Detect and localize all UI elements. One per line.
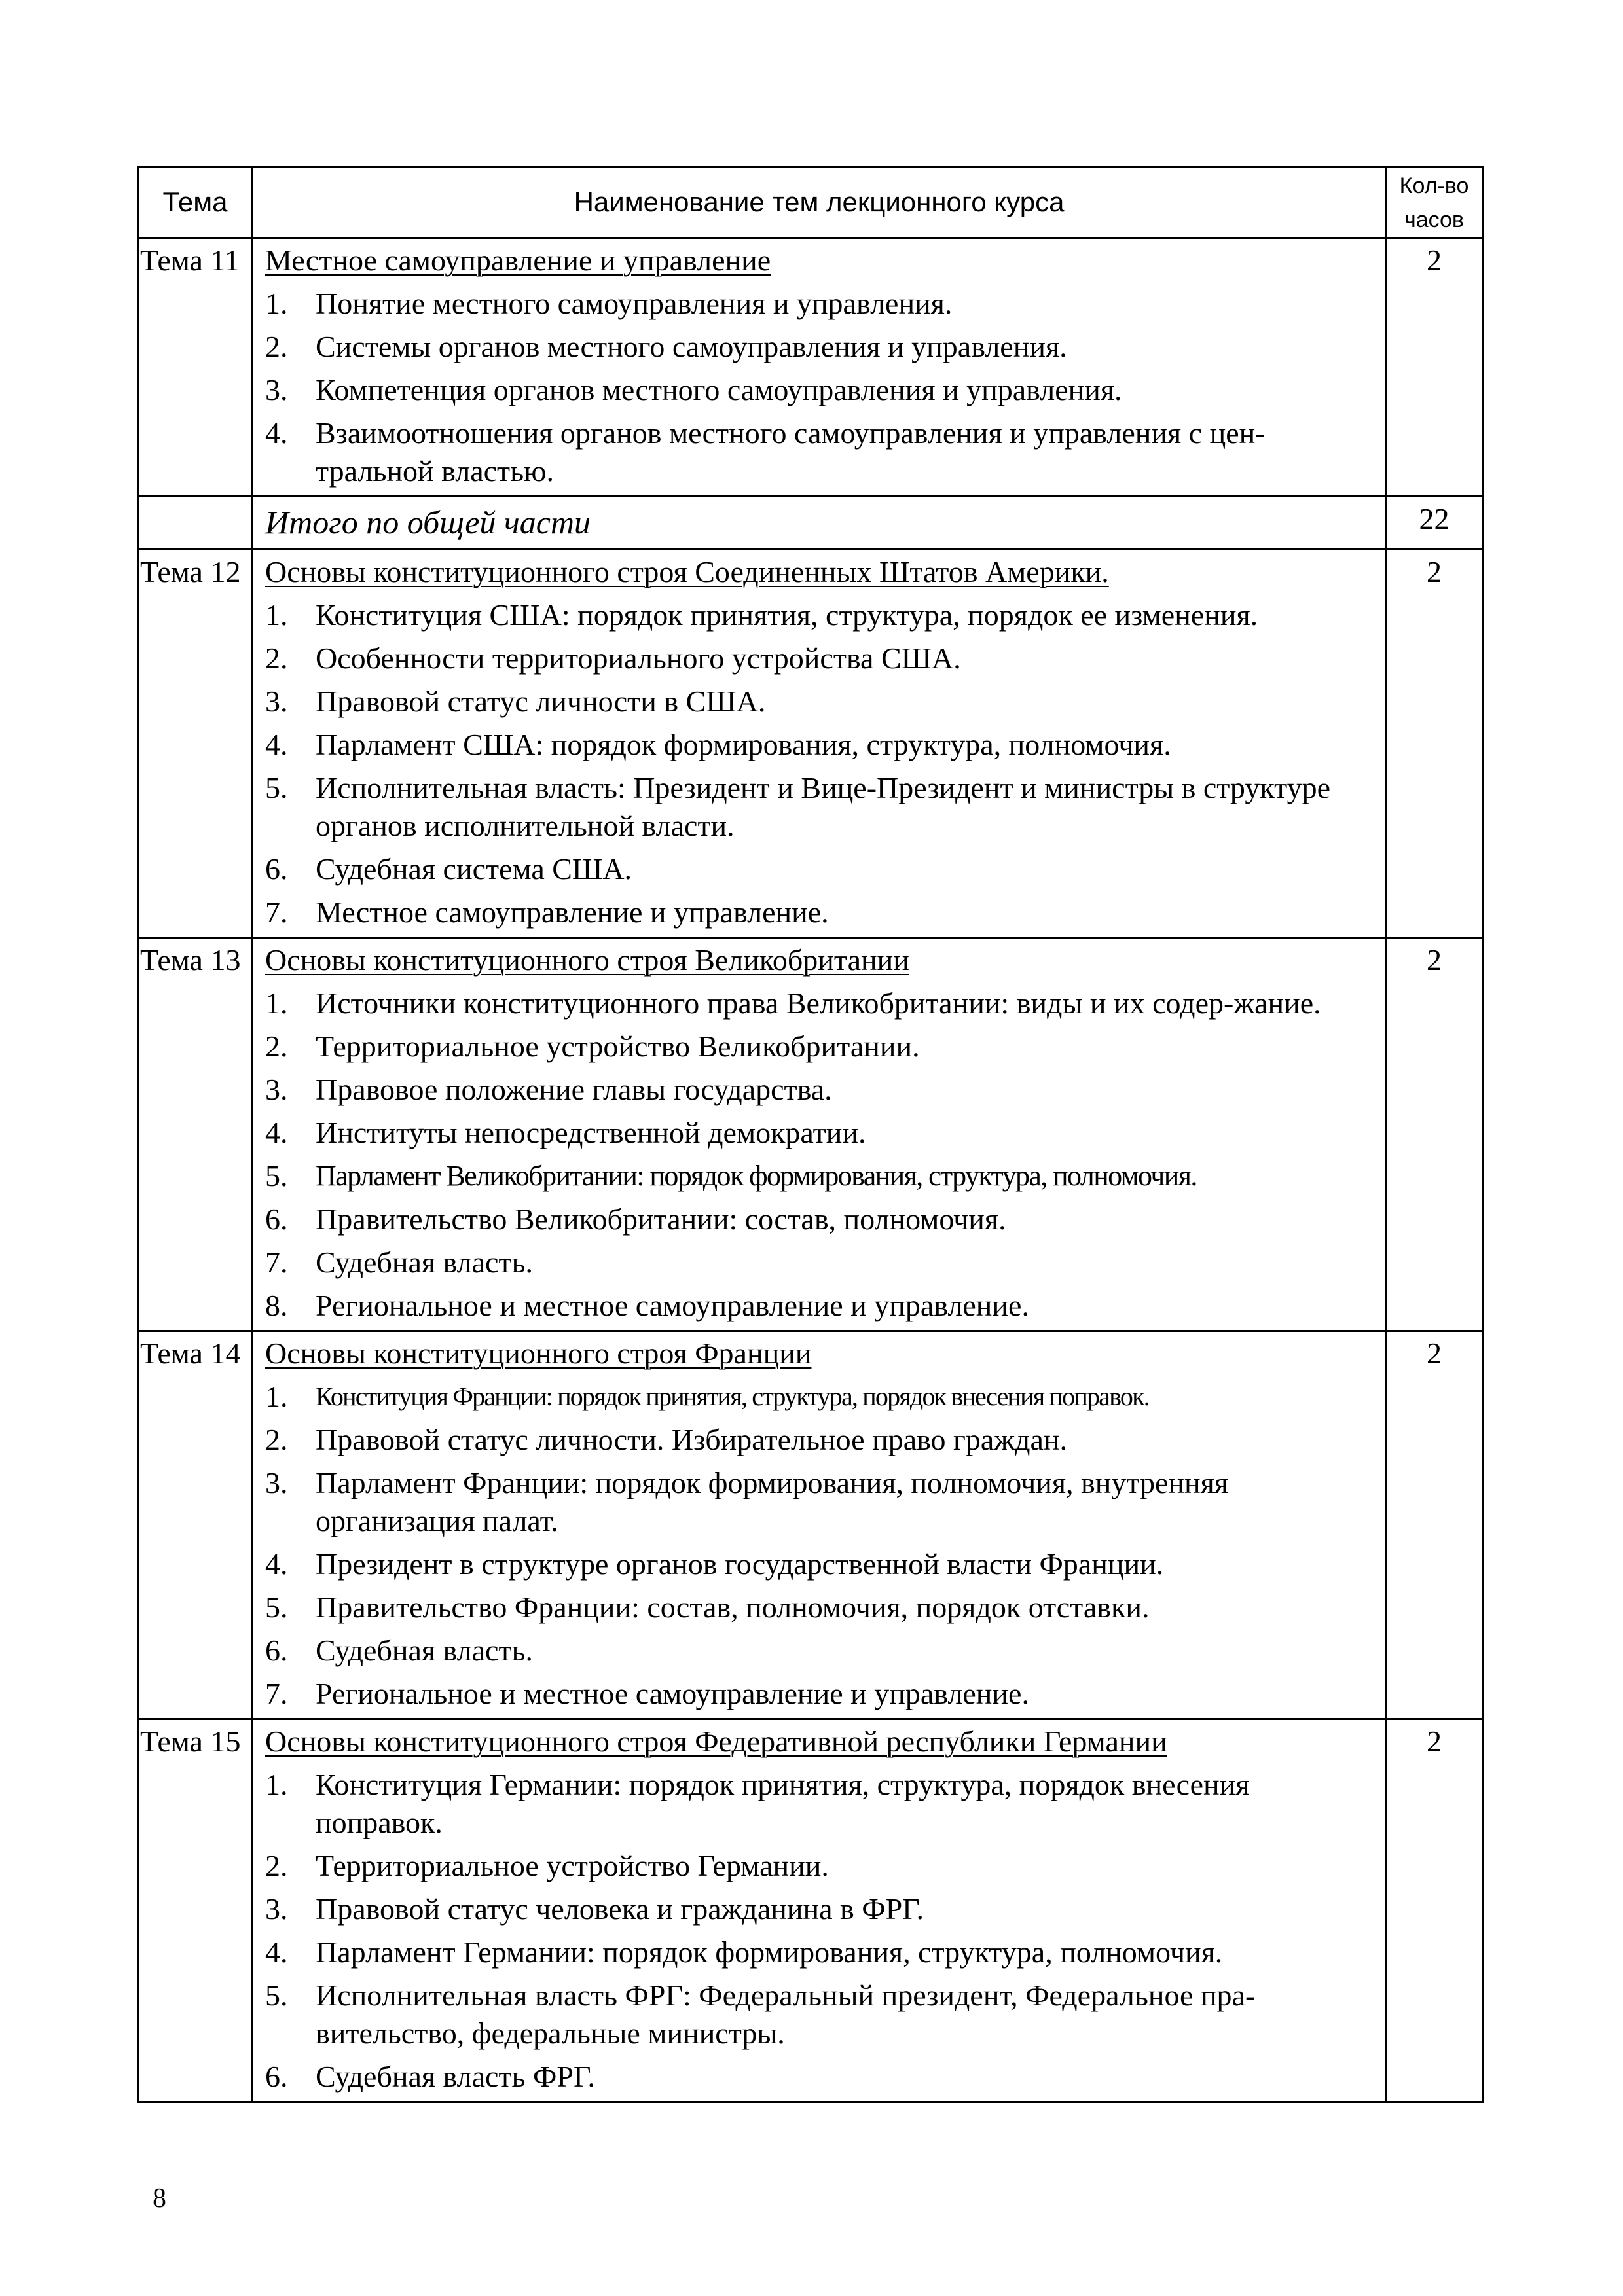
list-item: 2. Территориальное устройство Германии. <box>265 1849 829 1882</box>
theme-cell: Тема 14 <box>138 1331 253 1719</box>
list-item: 5. Парламент Великобритании: порядок формирования, структура, полномочия. <box>265 1159 1197 1193</box>
topic-title: Основы конституционного строя Соединенных Штатов Америки. <box>265 555 1109 588</box>
table-row <box>138 238 1483 497</box>
subtopic-list <box>265 1375 1385 1715</box>
subtotal-row <box>138 497 1483 550</box>
list-item: 3. Правовой статус личности в США. <box>265 685 766 718</box>
topic-title: Местное самоуправление и управление <box>265 243 771 277</box>
topic-cell <box>253 1331 1386 1719</box>
subtotal-empty-cell <box>138 497 253 550</box>
header-theme: Тема <box>138 167 253 238</box>
list-item: 1. Конституция Франции: порядок принятия, структура, порядок внесения поправок. <box>265 1380 1149 1413</box>
topic-cell <box>253 550 1386 938</box>
theme-cell: Тема 15 <box>138 1719 253 2102</box>
list-item: 1. Конституция США: порядок принятия, структура, порядок ее изменения. <box>265 598 1258 632</box>
header-hours-line2: часов <box>1404 207 1464 232</box>
topic-cell <box>253 938 1386 1331</box>
hours-cell: 2 <box>1386 550 1483 938</box>
list-item: 2. Системы органов местного самоуправления и управления. <box>265 330 1067 363</box>
hours-cell: 2 <box>1386 238 1483 497</box>
list-item: 1. Конституция Германии: порядок принятия, структура, порядок внесения поправок. <box>265 1768 1250 1839</box>
list-item: 8. Региональное и местное самоуправление и управление. <box>265 1289 1029 1322</box>
list-item: 6. Судебная система США. <box>265 852 632 886</box>
list-item: 4. Президент в структуре органов государственной власти Франции. <box>265 1547 1164 1581</box>
list-item: 5. Правительство Франции: состав, полномочия, порядок отставки. <box>265 1590 1150 1624</box>
list-item: 6. Судебная власть ФРГ. <box>265 2060 595 2093</box>
topic-title: Основы конституционного строя Франции <box>265 1336 812 1370</box>
theme-cell: Тема 13 <box>138 938 253 1331</box>
list-item: 3. Компетенция органов местного самоуправления и управления. <box>265 373 1122 406</box>
table-row <box>138 1331 1483 1719</box>
list-item: 2. Правовой статус личности. Избирательное право граждан. <box>265 1423 1068 1456</box>
list-item: 3. Правовой статус человека и гражданина в ФРГ. <box>265 1892 924 1926</box>
list-item: 1. Понятие местного самоуправления и управления. <box>265 287 953 320</box>
table-row <box>138 1719 1483 2102</box>
theme-cell: Тема 12 <box>138 550 253 938</box>
lecture-topics-table <box>137 166 1484 2103</box>
hours-cell: 2 <box>1386 1719 1483 2102</box>
table-header-row <box>138 167 1483 238</box>
header-topic-name: Наименование тем лекционного курса <box>253 167 1386 238</box>
list-item: 7. Судебная власть. <box>265 1246 534 1279</box>
list-item: 7. Региональное и местное самоуправление и управление. <box>265 1677 1029 1710</box>
list-item: 4. Взаимоотношения органов местного самоуправления и управления с цен-тральной властью. <box>265 416 1266 488</box>
list-item: 6. Правительство Великобритании: состав, полномочия. <box>265 1202 1006 1236</box>
subtopic-list <box>265 1763 1385 2098</box>
table-row <box>138 938 1483 1331</box>
subtopic-list <box>265 982 1385 1327</box>
list-item: 4. Парламент США: порядок формирования, структура, полномочия. <box>265 728 1171 761</box>
list-item: 3. Правовое положение главы государства. <box>265 1073 832 1106</box>
subtotal-hours: 22 <box>1386 497 1483 550</box>
topic-cell <box>253 238 1386 497</box>
header-hours <box>1386 167 1483 238</box>
table-row <box>138 550 1483 938</box>
list-item: 1. Источники конституционного права Великобритании: виды и их содер-жание. <box>265 986 1321 1020</box>
list-item: 7. Местное самоуправление и управление. <box>265 895 829 929</box>
list-item: 2. Территориальное устройство Великобритании. <box>265 1030 920 1063</box>
list-item: 6. Судебная власть. <box>265 1634 534 1667</box>
topic-cell <box>253 1719 1386 2102</box>
subtopic-list <box>265 282 1385 493</box>
list-item: 4. Институты непосредственной демократии. <box>265 1116 866 1149</box>
subtotal-label-cell <box>253 497 1386 550</box>
list-item: 5. Исполнительная власть: Президент и Вице-Президент и министры в структуре органов исполнительной власти. <box>265 771 1330 842</box>
topic-title: Основы конституционного строя Великобритании <box>265 943 909 977</box>
list-item: 3. Парламент Франции: порядок формирования, полномочия, внутренняя организация палат. <box>265 1466 1228 1537</box>
list-item: 4. Парламент Германии: порядок формирования, структура, полномочия. <box>265 1935 1223 1969</box>
header-hours-line1: Кол-во <box>1399 173 1469 198</box>
topic-title: Основы конституционного строя Федеративной республики Германии <box>265 1725 1167 1758</box>
theme-cell: Тема 11 <box>138 238 253 497</box>
page-number: 8 <box>153 2183 166 2214</box>
list-item: 2. Особенности территориального устройства США. <box>265 641 961 675</box>
subtotal-label: Итого по общей части <box>265 504 591 541</box>
hours-cell: 2 <box>1386 1331 1483 1719</box>
subtopic-list <box>265 594 1385 934</box>
list-item: 5. Исполнительная власть ФРГ: Федеральный президент, Федеральное пра-вительство, федеральные министры. <box>265 1979 1256 2050</box>
hours-cell: 2 <box>1386 938 1483 1331</box>
